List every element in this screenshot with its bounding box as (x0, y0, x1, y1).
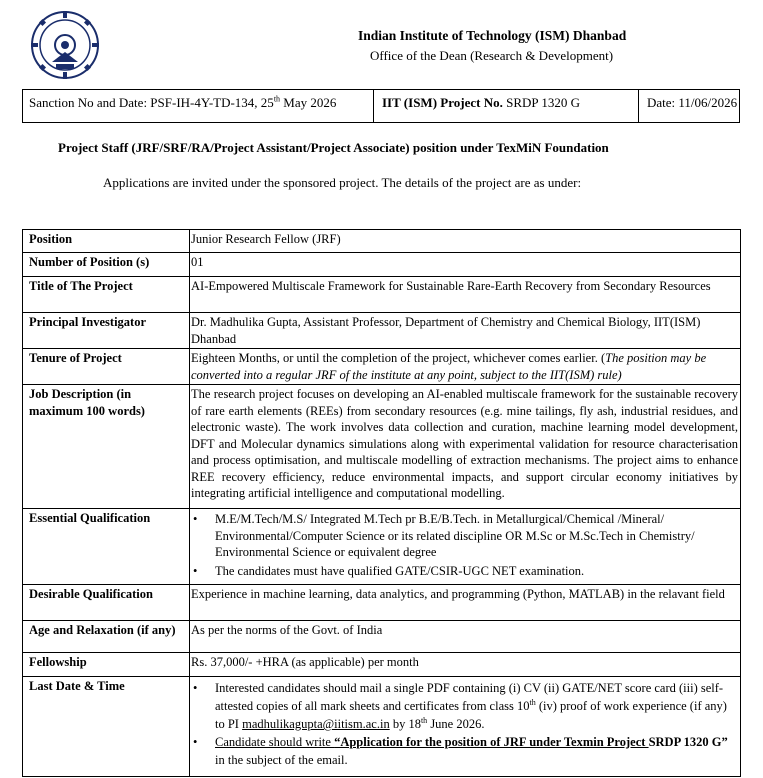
sanction-box (22, 89, 740, 123)
list-item: • M.E/M.Tech/M.S/ Integrated M.Tech pr B.E/B.Tech. in Metallurgical/Chemical /Mineral/ Environmental/Computer Science or its related discipline OR M.Sc or M.Sc.Tech in Chemistry/ Environmental Science or equivalent degree (215, 511, 738, 561)
row-label: Position (23, 230, 190, 253)
row-value: Dr. Madhulika Gupta, Assistant Professor, Department of Chemistry and Chemical Biology, IIT(ISM) Dhanbad (190, 313, 741, 349)
page-title: Project Staff (JRF/SRF/RA/Project Assistant/Project Associate) position under TexMiN Foundation (58, 140, 609, 155)
intro-text: Applications are invited under the sponsored project. The details of the project are as under: (103, 175, 582, 190)
row-label: Principal Investigator (23, 313, 190, 349)
table-row (23, 230, 741, 253)
list-item: • Candidate should write “Application for the position of JRF under Texmin Project SRDP 1320 G” in the subject of the email. (215, 733, 738, 769)
row-label: Tenure of Project (23, 349, 190, 385)
row-label: Age and Relaxation (if any) (23, 621, 190, 653)
table-row (23, 253, 741, 277)
table-row (23, 677, 741, 777)
list-item: • The candidates must have qualified GATE/CSIR-UGC NET examination. (215, 563, 738, 580)
institute-name: Indian Institute of Technology (ISM) Dhanbad (358, 28, 627, 43)
row-label: Fellowship (23, 653, 190, 677)
sanction-no: Sanction No and Date: PSF-IH-4Y-TD-134, 25th May 2026 (29, 94, 337, 110)
table-row (23, 313, 741, 349)
institute-logo (30, 10, 100, 80)
table-row (23, 509, 741, 585)
row-value: Eighteen Months, or until the completion of the project, whichever comes earlier. (The position may be converted into a regular JRF of the institute at any point, subject to the IIT(ISM) rule) (190, 349, 741, 385)
list-item: • Interested candidates should mail a single PDF containing (i) CV (ii) GATE/NET score card (iii) self-attested copies of all mark sheets and certificates from class 10th (iv) proof of work experience (if any) to PI madhulikagupta@iitism.ac.in by 18th June 2026. (215, 679, 738, 733)
row-value: Junior Research Fellow (JRF) (190, 230, 741, 253)
row-value: As per the norms of the Govt. of India (190, 621, 741, 653)
row-label: Desirable Qualification (23, 585, 190, 621)
row-label: Number of Position (s) (23, 253, 190, 277)
row-value (190, 509, 741, 585)
table-row (23, 585, 741, 621)
table-row (23, 277, 741, 313)
notice-date: Date: 11/06/2026 (647, 95, 738, 110)
table-row (23, 653, 741, 677)
row-value (190, 677, 741, 777)
project-no: IIT (ISM) Project No. SRDP 1320 G (382, 95, 581, 110)
table-row (23, 349, 741, 385)
row-label: Title of The Project (23, 277, 190, 313)
row-label: Essential Qualification (23, 509, 190, 585)
row-value: AI-Empowered Multiscale Framework for Sustainable Rare-Earth Recovery from Secondary Resources (190, 277, 741, 313)
row-value: The research project focuses on developing an AI-enabled multiscale framework for the sustainable recovery of rare earth elements (REEs) from secondary resources (e.g. mine tailings, fly ash, industrial residues, and electronic waste). The work involves data collection and curation, machine learning model development, DFT and Molecular dynamics simulations along with experimental validation for resource characterisation and process optimisation, and multiscale modelling of extraction mechanisms. The project aims to enhance REE recovery efficiency, reduce environmental impacts, and support circular economy initiatives by integrating artificial intelligence and computational modelling. (190, 385, 741, 509)
row-value: 01 (190, 253, 741, 277)
office-name: Office of the Dean (Research & Development) (370, 48, 614, 63)
row-label: Last Date & Time (23, 677, 190, 777)
row-label: Job Description (in maximum 100 words) (23, 385, 190, 509)
row-value: Rs. 37,000/- +HRA (as applicable) per month (190, 653, 741, 677)
row-value: Experience in machine learning, data analytics, and programming (Python, MATLAB) in the relavant field (190, 585, 741, 621)
table-row (23, 621, 741, 653)
pi-email-link[interactable]: madhulikagupta@iitism.ac.in (242, 717, 390, 731)
details-table (22, 229, 741, 777)
table-row (23, 385, 741, 509)
